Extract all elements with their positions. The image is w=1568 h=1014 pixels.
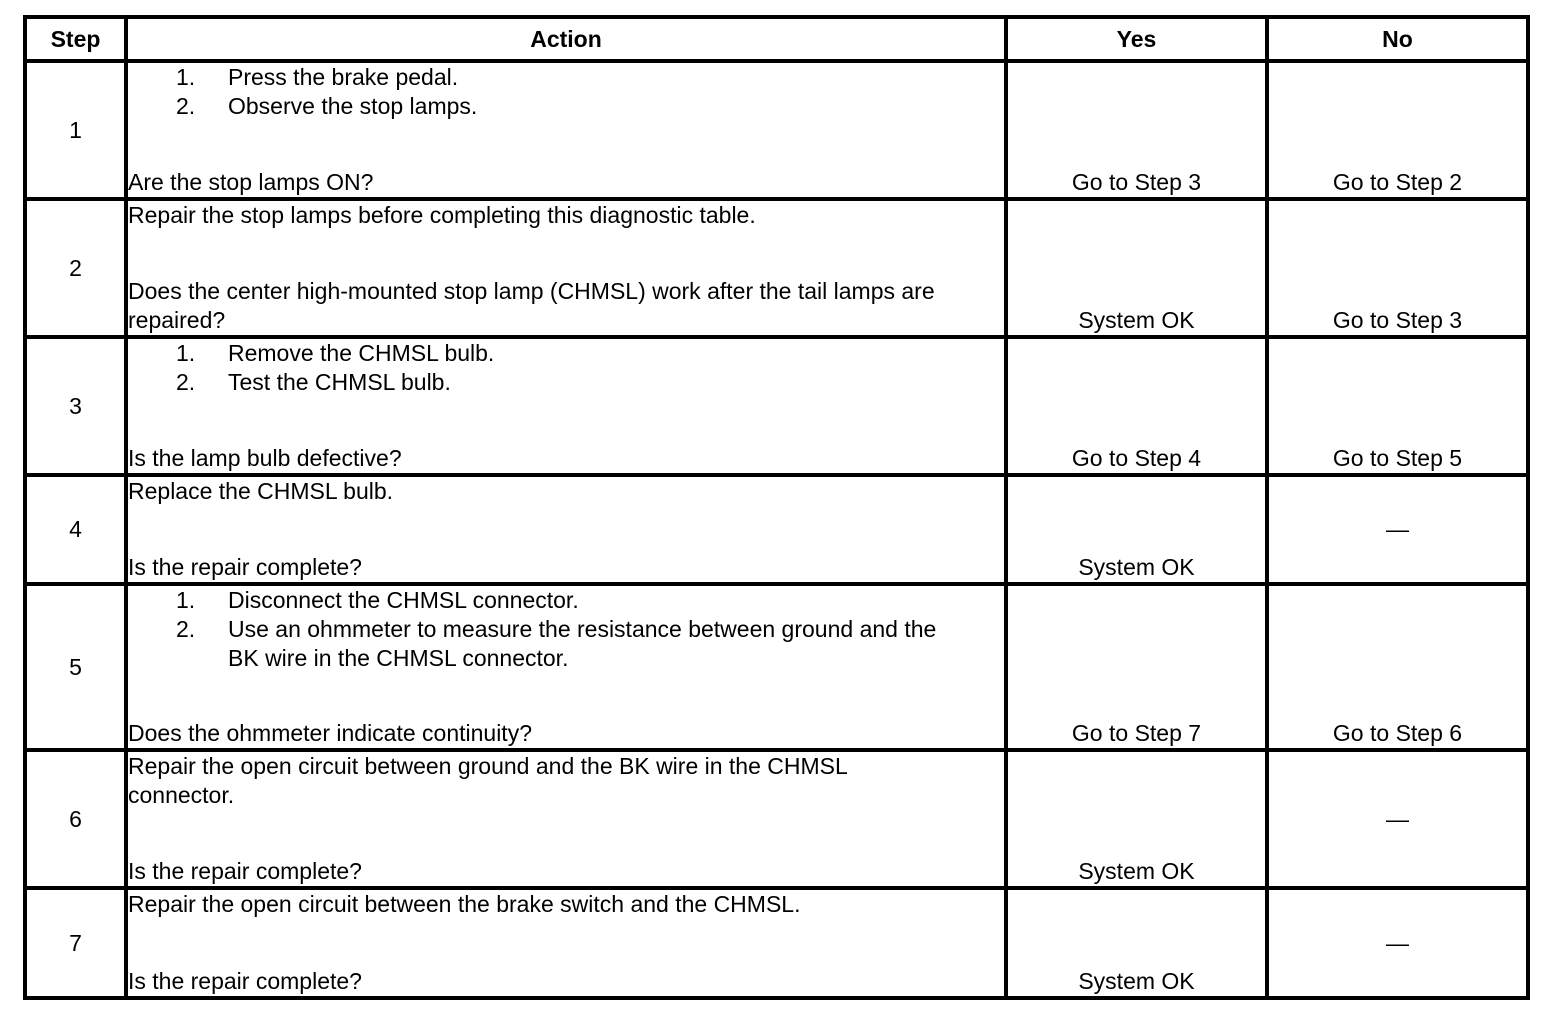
substep-number: 2. bbox=[176, 93, 196, 119]
header-step: Step bbox=[25, 17, 126, 61]
header-yes: Yes bbox=[1006, 17, 1267, 61]
no-cell: — bbox=[1267, 475, 1528, 584]
step-number: 4 bbox=[25, 475, 126, 584]
no-cell: Go to Step 5 bbox=[1267, 337, 1528, 475]
no-cell: Go to Step 2 bbox=[1267, 61, 1528, 199]
table-row bbox=[25, 337, 1528, 475]
action-cell bbox=[126, 61, 1006, 199]
step-number: 7 bbox=[25, 888, 126, 998]
substep-text: Observe the stop lamps. bbox=[228, 93, 478, 119]
step-number: 5 bbox=[25, 584, 126, 750]
yes-cell: System OK bbox=[1006, 475, 1267, 584]
action-cell bbox=[126, 337, 1006, 475]
substep bbox=[128, 92, 1004, 121]
instruction-text: Replace the CHMSL bulb. bbox=[128, 478, 394, 504]
step-number: 6 bbox=[25, 750, 126, 888]
yes-cell: Go to Step 4 bbox=[1006, 337, 1267, 475]
instruction-text: Repair the stop lamps before completing this diagnostic table. bbox=[128, 202, 756, 228]
substep bbox=[128, 63, 1004, 92]
no-cell: Go to Step 6 bbox=[1267, 584, 1528, 750]
action-cell bbox=[126, 199, 1006, 337]
substep-text: Remove the CHMSL bulb. bbox=[228, 340, 495, 366]
yes-cell: System OK bbox=[1006, 199, 1267, 337]
substep bbox=[128, 339, 1004, 368]
header-no: No bbox=[1267, 17, 1528, 61]
substep-text: Test the CHMSL bulb. bbox=[228, 369, 451, 395]
table-row bbox=[25, 475, 1528, 584]
substep-number: 1. bbox=[176, 64, 196, 90]
substep bbox=[128, 615, 1004, 673]
action-cell bbox=[126, 475, 1006, 584]
no-cell: — bbox=[1267, 750, 1528, 888]
substep-number: 2. bbox=[176, 616, 196, 642]
substep bbox=[128, 586, 1004, 615]
substep-list bbox=[128, 339, 1004, 397]
no-cell: Go to Step 3 bbox=[1267, 199, 1528, 337]
substep bbox=[128, 368, 1004, 397]
substep-number: 1. bbox=[176, 587, 196, 613]
table-row bbox=[25, 750, 1528, 888]
question-text: Does the center high-mounted stop lamp (CHMSL) work after the tail lamps are repaired? bbox=[128, 278, 935, 333]
substep-list bbox=[128, 63, 1004, 121]
yes-cell: System OK bbox=[1006, 888, 1267, 998]
substep-text: Use an ohmmeter to measure the resistance between ground and the BK wire in the CHMSL connector. bbox=[228, 616, 937, 671]
header-row bbox=[25, 17, 1528, 61]
action-cell bbox=[126, 750, 1006, 888]
substep-text: Disconnect the CHMSL connector. bbox=[228, 587, 579, 613]
substep-number: 2. bbox=[176, 369, 196, 395]
yes-cell: System OK bbox=[1006, 750, 1267, 888]
yes-cell: Go to Step 7 bbox=[1006, 584, 1267, 750]
action-cell bbox=[126, 584, 1006, 750]
instruction-text: Repair the open circuit between the brake switch and the CHMSL. bbox=[128, 891, 801, 917]
step-number: 1 bbox=[25, 61, 126, 199]
question-text: Is the repair complete? bbox=[128, 554, 362, 580]
question-text: Does the ohmmeter indicate continuity? bbox=[128, 720, 532, 746]
table-row bbox=[25, 584, 1528, 750]
diagnostic-table bbox=[23, 15, 1530, 1000]
question-text: Are the stop lamps ON? bbox=[128, 169, 374, 195]
question-text: Is the repair complete? bbox=[128, 968, 362, 994]
question-text: Is the repair complete? bbox=[128, 858, 362, 884]
substep-text: Press the brake pedal. bbox=[228, 64, 459, 90]
no-cell: — bbox=[1267, 888, 1528, 998]
step-number: 2 bbox=[25, 199, 126, 337]
table-row bbox=[25, 199, 1528, 337]
substep-number: 1. bbox=[176, 340, 196, 366]
substep-list bbox=[128, 586, 1004, 673]
step-number: 3 bbox=[25, 337, 126, 475]
action-cell bbox=[126, 888, 1006, 998]
instruction-text: Repair the open circuit between ground and the BK wire in the CHMSL connector. bbox=[128, 753, 847, 808]
header-action: Action bbox=[126, 17, 1006, 61]
question-text: Is the lamp bulb defective? bbox=[128, 445, 402, 471]
table-row bbox=[25, 61, 1528, 199]
table-row bbox=[25, 888, 1528, 998]
yes-cell: Go to Step 3 bbox=[1006, 61, 1267, 199]
